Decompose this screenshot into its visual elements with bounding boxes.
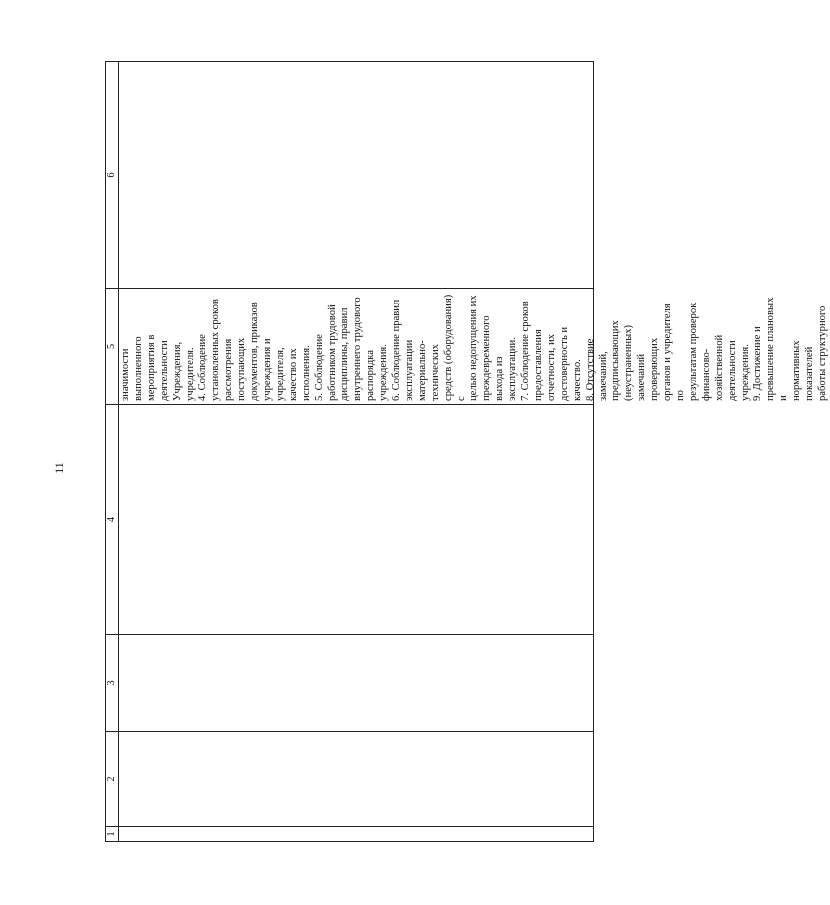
cell-col-6 — [119, 62, 594, 289]
cell-col-3 — [119, 635, 594, 732]
cell-col-4 — [119, 405, 594, 635]
cell-col-1 — [119, 827, 594, 842]
header-cell-3: 3 — [106, 635, 119, 732]
header-cell-5: 5 — [106, 289, 119, 405]
page-number: 11 — [52, 462, 66, 474]
table-header-row — [106, 62, 119, 842]
criteria-table — [105, 62, 828, 842]
header-cell-4: 4 — [106, 405, 119, 635]
table-row — [119, 62, 594, 842]
cell-col-5-criteria — [119, 289, 828, 405]
header-cell-6: 6 — [106, 62, 119, 289]
criteria-text: значимости выполненного мероприятия в деятельности Учреждения, учредителя. 4. Соблюдение установленных сроков рассмотрения поступающих документов, приказов учреждения и учредителя, качество их исполнения. 5. Соблюдение работником трудовой дисциплины, правил внутреннего трудового распорядка учреждения. 6. Соблюдение правил эксплуатации материально-технических средств (оборудования) с целью недопущения их преждевременного выхода из эксплуатации. 7. Соблюдение сроков предоставления отчетности, их достоверность и качество. 8. Отсутствие замечаний, предписывающих (неустраненных) замечаний проверяющих органов и учредителя по результатам проверок финансово-хозяйственной деятельности учреждения. 9. Достижение и превышение плановых и нормативных показателей работы структурного — [120, 294, 828, 401]
header-cell-2: 2 — [106, 732, 119, 827]
cell-col-2 — [119, 732, 594, 827]
header-cell-1: 1 — [106, 827, 119, 842]
